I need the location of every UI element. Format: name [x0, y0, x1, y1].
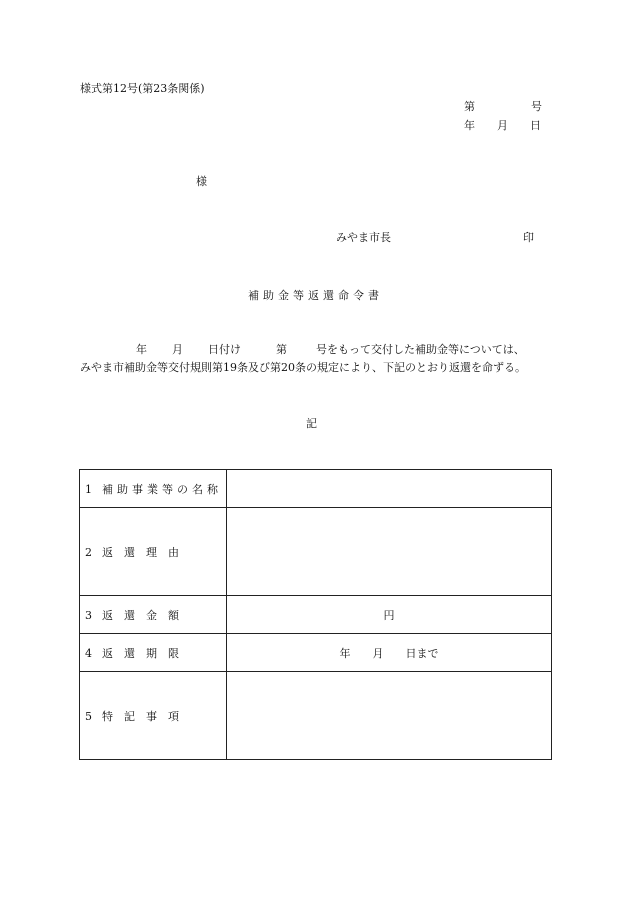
- row-label: [80, 672, 227, 760]
- row-number: 3: [85, 608, 92, 622]
- row-label-text: 返 還 理 由: [102, 545, 179, 559]
- number-prefix: 第: [464, 100, 475, 113]
- document-number-line: [464, 101, 542, 112]
- row-number: 4: [85, 646, 92, 660]
- table-row: [80, 470, 552, 508]
- issue-date-line: [464, 120, 541, 131]
- row-label-text: 補助事業等の名称: [102, 482, 222, 496]
- date-day: 日: [530, 119, 541, 132]
- row-label: [80, 596, 227, 634]
- row-value[interactable]: [227, 672, 552, 760]
- ki-heading: 記: [306, 417, 317, 430]
- table-row: [80, 508, 552, 596]
- row-number: 5: [85, 709, 92, 723]
- row-label: [80, 634, 227, 672]
- row-value[interactable]: [227, 470, 552, 508]
- date-year: 年: [464, 119, 475, 132]
- document-title: 補助金等返還命令書: [248, 289, 383, 302]
- form-number-label: 様式第12号(第23条関係): [80, 82, 205, 95]
- row-value[interactable]: 円: [227, 596, 552, 634]
- row-number: 2: [85, 545, 92, 559]
- body-date-suffix: 日付け: [208, 343, 241, 356]
- number-suffix: 号: [531, 100, 542, 113]
- body-number-prefix: 第: [276, 343, 287, 356]
- body-number-suffix: 号をもって交付した補助金等については、: [316, 343, 525, 356]
- addressee-honorific: 様: [196, 175, 207, 188]
- row-label-text: 返 還 期 限: [102, 646, 179, 660]
- body-line-2: みやま市補助金等交付規則第19条及び第20条の規定により、下記のとおり返還を命ずる。: [80, 361, 526, 374]
- date-month: 月: [497, 119, 508, 132]
- body-line-1: [136, 344, 525, 355]
- row-number: 1: [85, 482, 92, 496]
- issuer-name: みやま市長: [336, 231, 391, 244]
- row-value[interactable]: 年 月 日まで: [227, 634, 552, 672]
- seal-mark: 印: [523, 231, 534, 244]
- row-label-text: 特 記 事 項: [102, 709, 179, 723]
- row-label-text: 返 還 金 額: [102, 608, 179, 622]
- body-year: 年: [136, 343, 147, 356]
- row-value[interactable]: [227, 508, 552, 596]
- table-row: [80, 634, 552, 672]
- body-month: 月: [172, 343, 183, 356]
- table-row: [80, 596, 552, 634]
- return-details-table: [79, 469, 552, 760]
- table-row: [80, 672, 552, 760]
- row-label: [80, 508, 227, 596]
- row-label: [80, 470, 227, 508]
